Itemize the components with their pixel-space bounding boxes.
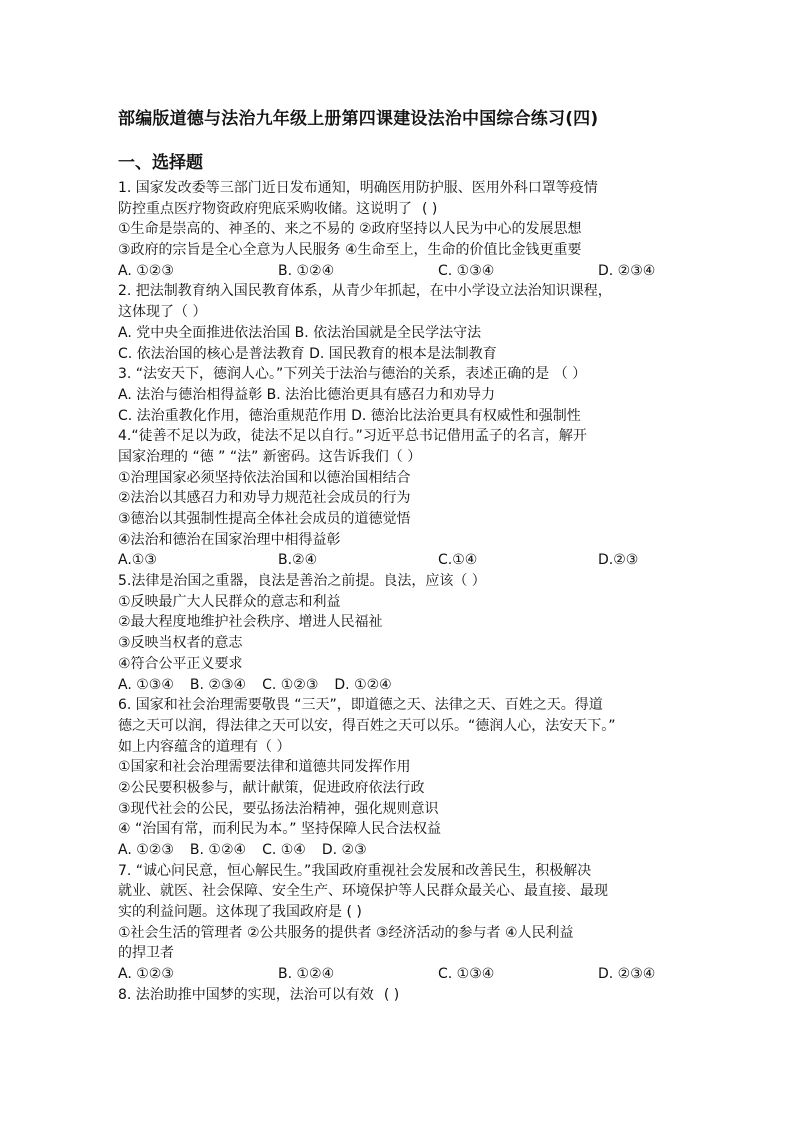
answer-option: B. ①②④ <box>278 966 335 983</box>
answer-blank: ( ) <box>383 986 400 1003</box>
question-item-line: ②法治以其感召力和劝导力规范社会成员的行为 <box>118 490 411 507</box>
answer-options <box>118 840 718 861</box>
answer-options <box>118 964 718 985</box>
question-stem-line <box>118 447 718 468</box>
answer-option: B.②④ <box>278 552 318 569</box>
question-stem-line <box>118 571 718 592</box>
answer-options <box>118 550 718 571</box>
question-item-line: ③政府的宗旨是全心全意为人民服务 ④生命至上，生命的价值比金钱更重要 <box>118 242 582 259</box>
question-stem-line <box>118 302 718 323</box>
answer-option: D. ②③ <box>321 842 367 858</box>
answer-option: A. ①③④ <box>118 676 174 693</box>
document-title: 部编版道德与法治九年级上册第四课建设法治中国综合练习(四) <box>118 109 599 129</box>
question-stem-text: 2. 把法制教育纳入国民教育体系，从青少年抓起，在中小学设立法治知识课程， <box>118 283 612 300</box>
question-stem-text: 实的利益问题。这体现了我国政府是 ( ) <box>118 904 362 921</box>
answer-option: C. ①③④ <box>438 966 495 983</box>
question-stem-line <box>118 364 718 385</box>
answer-option: A. ①②③ <box>118 842 174 858</box>
question-stem-line <box>118 881 718 902</box>
answer-option: C.①④ <box>438 552 478 569</box>
question-stem-line <box>118 281 718 302</box>
question-stem-line <box>118 985 718 1006</box>
question-item-line: C. 依法治国的核心是普法教育 D. 国民教育的根本是法制教育 <box>118 345 497 362</box>
answer-option: D.②③ <box>598 552 639 569</box>
question-item-line: ④符合公平正义要求 <box>118 655 243 672</box>
question-stem-text: 就业、就医、社会保障、安全生产、环境保护等人民群众最关心、最直接、最现 <box>118 883 608 900</box>
question-item-line: ④ “治国有常，而利民为本。” 坚持保障人民合法权益 <box>118 821 441 838</box>
question-stem-text: 8. 法治助推中国梦的实现，法治可以有效 <box>118 986 374 1003</box>
question-stem-line <box>118 737 718 758</box>
question-stem-text: 这体现了（ ） <box>118 304 207 321</box>
question-stem-text: 国家治理的 “德 ” “法” 新密码。这告诉我们（ ） <box>118 448 422 465</box>
question-stem-text: 4.“徒善不足以为政，徒法不足以自行。”习近平总书记借用孟子的名言，解开 <box>118 428 587 445</box>
question-stem-line <box>118 902 718 923</box>
question-stem-line <box>118 199 718 220</box>
answer-option: C. ①②③ <box>262 676 319 693</box>
question-stem-line <box>118 716 718 737</box>
question-stem-line <box>118 178 718 199</box>
question-stem-line <box>118 426 718 447</box>
question-item-line: ①反映最广大人民群众的意志和利益 <box>118 593 341 610</box>
question-item-line: C. 法治重教化作用，德治重规范作用 D. 德治比法治更具有权威性和强制性 <box>118 407 581 424</box>
question-stem-text: 德之天可以润，得法律之天可以安，得百姓之天可以乐。“德润人心，法安天下。” <box>118 717 616 734</box>
answer-option: C. ①④ <box>262 842 306 858</box>
answer-option: B. ②③④ <box>189 676 247 693</box>
question-item-line: ①生命是崇高的、神圣的、来之不易的 ②政府坚持以人民为中心的发展思想 <box>118 221 582 238</box>
answer-options <box>118 675 718 696</box>
question-stem-text: 6. 国家和社会治理需要敬畏 “三天”，即道德之天、法律之天、百姓之天。得道 <box>118 697 603 714</box>
question-stem-text: 5.法律是治国之重器，良法是善治之前提。良法，应该（ ） <box>118 573 486 590</box>
answer-option: C. ①③④ <box>438 262 495 279</box>
answer-option: B. ①②④ <box>278 262 335 279</box>
section-heading: 一、选择题 <box>118 153 203 173</box>
question-stem-text: 3. “法安天下，德润人心。”下列关于法治与德治的关系，表述正确的是 （ ） <box>118 366 587 383</box>
question-item-line: A. 法治与德治相得益彰 B. 法治比德治更具有感召力和劝导力 <box>118 386 496 403</box>
question-stem-text: 7. “诚心问民意，恒心解民生。”我国政府重视社会发展和改善民生，积极解决 <box>118 862 592 879</box>
question-item-line: ③反映当权者的意志 <box>118 635 243 652</box>
question-item-line: ①社会生活的管理者 ②公共服务的提供者 ③经济活动的参与者 ④人民利益 <box>118 924 574 941</box>
question-item-line: ④法治和德治在国家治理中相得益彰 <box>118 531 341 548</box>
answer-blank: ( ) <box>422 200 438 217</box>
question-item-line: ①国家和社会治理需要法律和道德共同发挥作用 <box>118 759 411 776</box>
question-item-line: ③现代社会的公民，要弘扬法治精神，强化规则意识 <box>118 800 439 817</box>
question-stem-text: 如上内容蕴含的道理有（ ） <box>118 738 291 755</box>
question-item-line: ①治理国家必须坚持依法治国和以德治国相结合 <box>118 469 411 486</box>
answer-option: A. ①②③ <box>118 262 174 279</box>
answer-option: D. ①②④ <box>334 676 392 693</box>
question-item-line: ③德治以其强制性提高全体社会成员的道德觉悟 <box>118 511 411 527</box>
answer-option: A.①③ <box>118 552 157 569</box>
question-list <box>118 178 718 1006</box>
question-stem-line <box>118 695 718 716</box>
answer-option: D. ②③④ <box>598 262 656 279</box>
question-item-line: A. 党中央全面推进依法治国 B. 依法治国就是全民学法守法 <box>118 324 482 341</box>
answer-option: B. ①②④ <box>189 842 247 858</box>
question-stem-text: 防控重点医疗物资政府兜底采购收储。这说明了 <box>118 200 412 217</box>
question-item-line: ②最大程度地维护社会秩序、增进人民福祉 <box>118 614 383 631</box>
question-stem-line <box>118 861 718 882</box>
answer-option: A. ①②③ <box>118 966 174 983</box>
answer-option: D. ②③④ <box>598 966 656 983</box>
question-item-line: ②公民要积极参与，献计献策，促进政府依法行政 <box>118 779 425 796</box>
question-item-line: 的捍卫者 <box>118 945 174 962</box>
answer-options <box>118 261 718 282</box>
question-stem-text: 1. 国家发改委等三部门近日发布通知，明确医用防护服、医用外科口罩等疫情 <box>118 180 598 196</box>
